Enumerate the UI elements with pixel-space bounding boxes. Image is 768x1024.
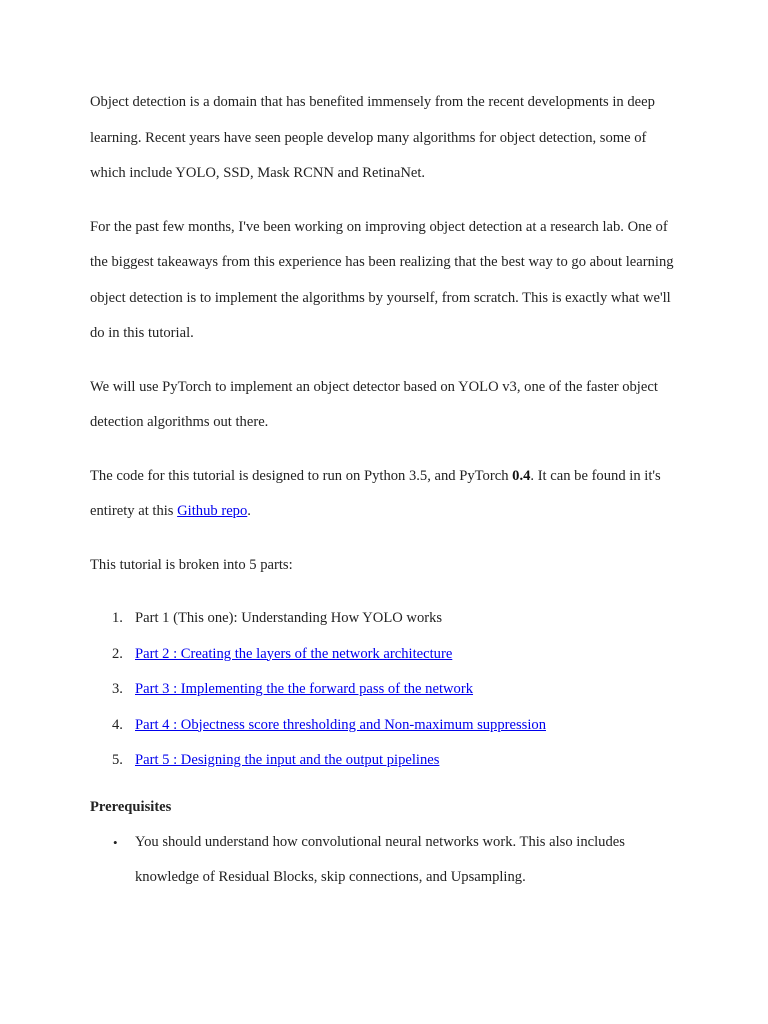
experience-paragraph: For the past few months, I've been working on improving object detection at a research lab. One of the biggest takeaways from this experience has been realizing that the best way to go about learning object detection is to implement the algorithms by yourself, from scratch. This is exactly what we'll do in this tutorial. — [90, 218, 674, 341]
bullet-icon: • — [113, 834, 118, 850]
prerequisite-text: You should understand how convolutional neural networks work. This also includes knowledge of Residual Blocks, skip connections, and Upsampling. — [135, 833, 625, 885]
list-item — [90, 708, 682, 744]
pytorch-paragraph: We will use PyTorch to implement an object detector based on YOLO v3, one of the faster object detection algorithms out there. — [90, 378, 658, 430]
list-item — [90, 743, 682, 779]
list-number: 4. — [112, 716, 123, 733]
list-number: 1. — [112, 610, 123, 626]
github-repo-link[interactable]: Github repo — [177, 503, 248, 519]
part-2-link[interactable]: Part 2 : Creating the layers of the network architecture — [135, 645, 453, 662]
part-1-text: Part 1 (This one): Understanding How YOLO works — [135, 610, 443, 626]
code-text-after: . — [247, 503, 251, 519]
part-3-link[interactable]: Part 3 : Implementing the the forward pass of the network — [135, 681, 474, 697]
list-item — [90, 672, 682, 708]
parts-list — [90, 601, 682, 779]
part-4-link[interactable]: Part 4 : Objectness score thresholding and Non-maximum suppression — [135, 716, 546, 733]
parts-intro-paragraph: This tutorial is broken into 5 parts: — [90, 556, 293, 573]
list-number: 3. — [112, 681, 123, 697]
intro-paragraph: Object detection is a domain that has benefited immensely from the recent developments in deep learning. Recent years have seen people develop many algorithms for object detection, some of which include YOLO, SSD, Mask RCNN and RetinaNet. — [90, 94, 655, 181]
list-number: 5. — [112, 752, 123, 768]
code-text-middle: . It can be found in it's entirety at this — [90, 467, 661, 519]
part-5-link[interactable]: Part 5 : Designing the input and the output pipelines — [135, 752, 440, 768]
code-paragraph — [90, 459, 682, 530]
pytorch-version: 0.4 — [512, 467, 531, 484]
list-number: 2. — [112, 645, 123, 662]
prerequisites-list — [90, 825, 682, 896]
list-item — [90, 637, 682, 673]
prerequisites-heading: Prerequisites — [90, 798, 172, 815]
list-item — [90, 825, 682, 896]
code-text-before: The code for this tutorial is designed to run on Python 3.5, and PyTorch — [90, 467, 513, 484]
list-item — [90, 601, 682, 637]
